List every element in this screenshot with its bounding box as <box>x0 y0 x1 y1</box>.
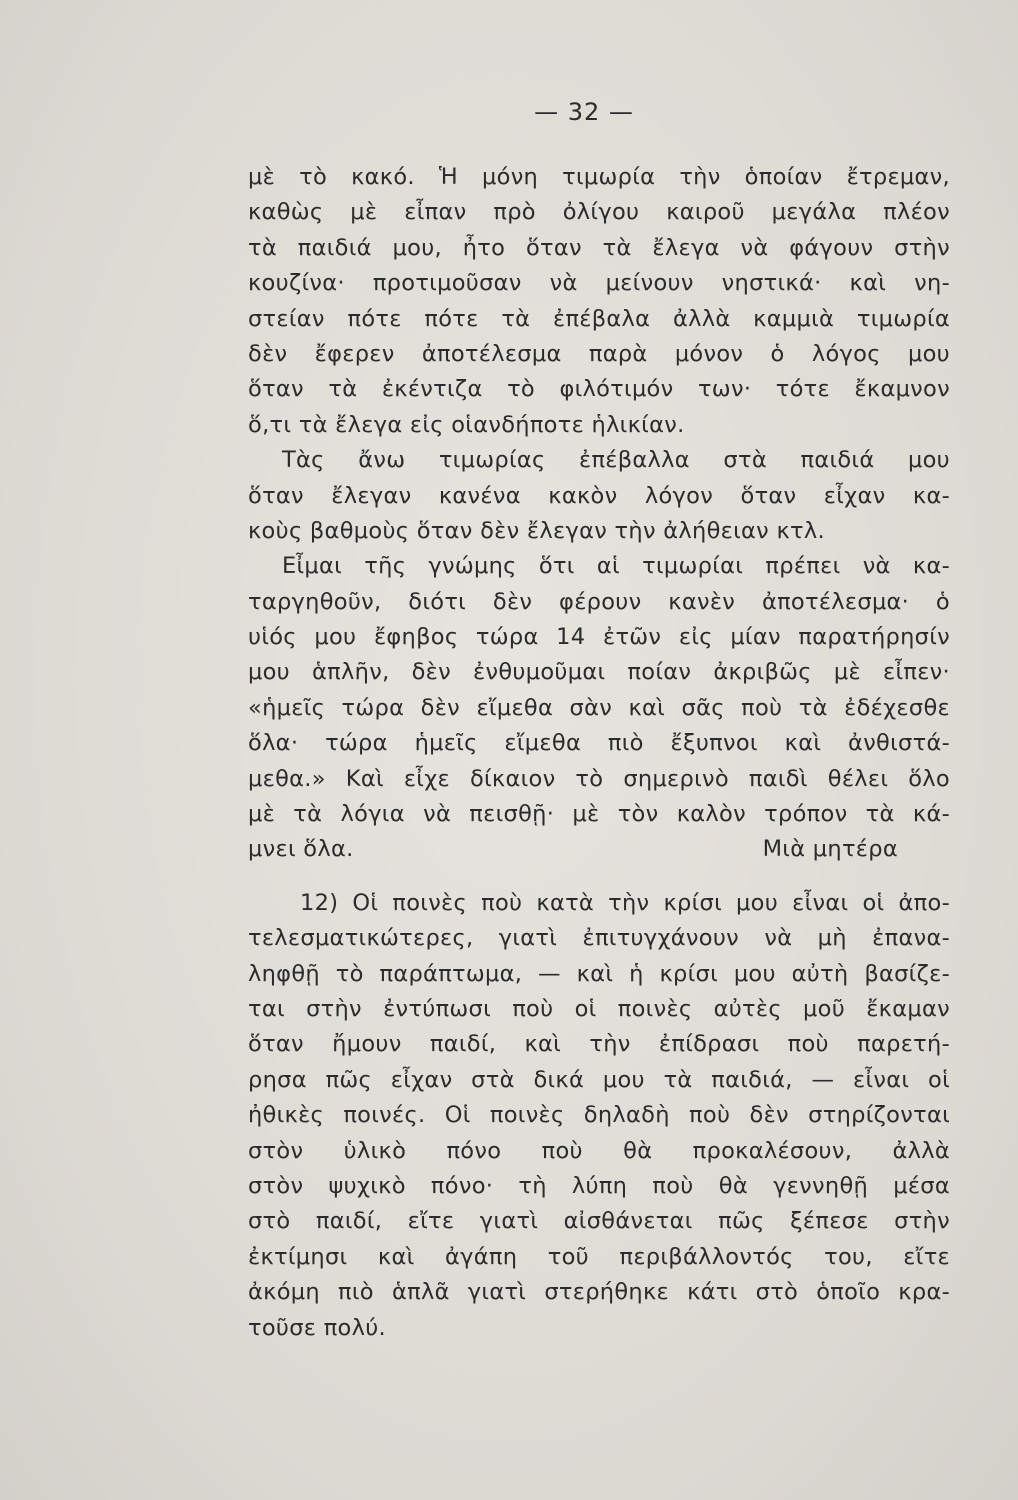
text-line: μὲ τὰ λόγια νὰ πεισθῇ· μὲ τὸν καλὸν τρόπον τὰ κά- <box>248 801 950 828</box>
text-line: ἐκτίμησι καὶ ἀγάπη τοῦ περιβάλλοντός του, εἴτε <box>248 1243 950 1270</box>
text-line: ἠθικὲς ποινές. Οἱ ποινὲς δηλαδὴ ποὺ δὲν στηρίζονται <box>248 1102 950 1129</box>
text-line: Τὰς ἄνω τιμωρίας ἐπέβαλλα στὰ παιδιά μου <box>282 447 950 474</box>
text-line: κοὺς βαθμοὺς ὅταν δὲν ἔλεγαν τὴν ἀλήθειαν κτλ. <box>248 517 825 544</box>
text-line: δὲν ἔφερεν ἀποτέλεσμα παρὰ μόνον ὁ λόγος μου <box>248 340 950 367</box>
paragraph-2 <box>248 443 950 549</box>
text-line: στὸν ψυχικὸ πόνο· τὴ λύπη ποὺ θὰ γεννηθῇ μέσα <box>248 1172 950 1199</box>
text-line: ὅταν τὰ ἐκέντιζα τὸ φιλότιμόν των· τότε ἔκαμνον <box>248 376 950 403</box>
text-line: καθὼς μὲ εἶπαν πρὸ ὀλίγου καιροῦ μεγάλα πλέον <box>248 199 950 226</box>
text-line: ἀκόμη πιὸ ἁπλᾶ γιατὶ στερήθηκε κάτι στὸ ὁποῖο κρα- <box>248 1279 950 1306</box>
text-line: 12) Οἱ ποινὲς ποὺ κατὰ τὴν κρίσι μου εἶναι οἱ ἀπο- <box>300 889 950 916</box>
text-line: ληφθῇ τὸ παράπτωμα, — καὶ ἡ κρίσι μου αὐτὴ βασίζε- <box>248 960 950 987</box>
page-number: — 32 — <box>534 98 634 126</box>
paragraph-spacer <box>248 868 950 886</box>
paragraph-4 <box>248 886 950 1346</box>
text-line: ται στὴν ἐντύπωσι ποὺ οἱ ποινὲς αὐτὲς μοῦ ἔκαμαν <box>248 995 950 1022</box>
last-line-text: μνει ὅλα. <box>248 836 354 863</box>
text-line <box>248 832 950 867</box>
text-line: τὰ παιδιά μου, ἦτο ὅταν τὰ ἔλεγα νὰ φάγουν στὴν <box>248 234 950 261</box>
text-line: ὅταν ἤμουν παιδί, καὶ τὴν ἐπίδρασι ποὺ παρετή- <box>248 1031 950 1058</box>
text-line: στὸν ὑλικὸ πόνο ποὺ θὰ προκαλέσουν, ἀλλὰ <box>248 1137 950 1164</box>
text-line: ὅλα· τώρα ἡμεῖς εἴμεθα πιὸ ἔξυπνοι καὶ ἀνθιστά- <box>248 730 950 757</box>
text-line: «ἡμεῖς τώρα δὲν εἴμεθα σὰν καὶ σᾶς ποὺ τὰ ἐδέχεσθε <box>248 694 950 721</box>
text-line: Εἶμαι τῆς γνώμης ὅτι αἱ τιμωρίαι πρέπει νὰ κα- <box>282 553 950 580</box>
text-line: μου ἁπλῆν, δὲν ἐνθυμοῦμαι ποίαν ἀκριβῶς μὲ εἶπεν· <box>248 659 950 686</box>
body-text <box>248 160 950 1346</box>
text-line: ὅ,τι τὰ ἔλεγα εἰς οἱανδήποτε ἡλικίαν. <box>248 411 685 438</box>
text-line: υἱός μου ἔφηβος τώρα 14 ἐτῶν εἰς μίαν παρατήρησίν <box>248 624 950 651</box>
text-line: κουζίνα· προτιμοῦσαν νὰ μείνουν νηστικά· καὶ νη- <box>248 270 950 297</box>
paragraph-3 <box>248 549 950 868</box>
text-line: μὲ τὸ κακό. Ἡ μόνη τιμωρία τὴν ὁποίαν ἔτρεμαν, <box>248 164 950 190</box>
text-line: τοῦσε πολύ. <box>248 1314 387 1341</box>
text-line: ὅταν ἔλεγαν κανένα κακὸν λόγον ὅταν εἶχαν κα- <box>248 482 950 509</box>
paragraph-1 <box>248 160 950 443</box>
text-line: ταργηθοῦν, διότι δὲν φέρουν κανὲν ἀποτέλεσμα· ὁ <box>248 588 950 615</box>
text-line: τελεσματικώτερες, γιατὶ ἐπιτυγχάνουν νὰ μὴ ἐπανα- <box>248 925 950 952</box>
text-line: μεθα.» Καὶ εἶχε δίκαιον τὸ σημερινὸ παιδὶ θέλει ὅλο <box>248 765 950 792</box>
text-line: στὸ παιδί, εἴτε γιατὶ αἰσθάνεται πῶς ξέπεσε στὴν <box>248 1208 950 1235</box>
signature: Μιὰ μητέρα <box>762 836 898 863</box>
text-line: στείαν πότε πότε τὰ ἐπέβαλα ἀλλὰ καμμιὰ τιμωρία <box>248 305 950 332</box>
text-line: ρησα πῶς εἶχαν στὰ δικά μου τὰ παιδιά, — εἶναι οἱ <box>248 1066 950 1093</box>
